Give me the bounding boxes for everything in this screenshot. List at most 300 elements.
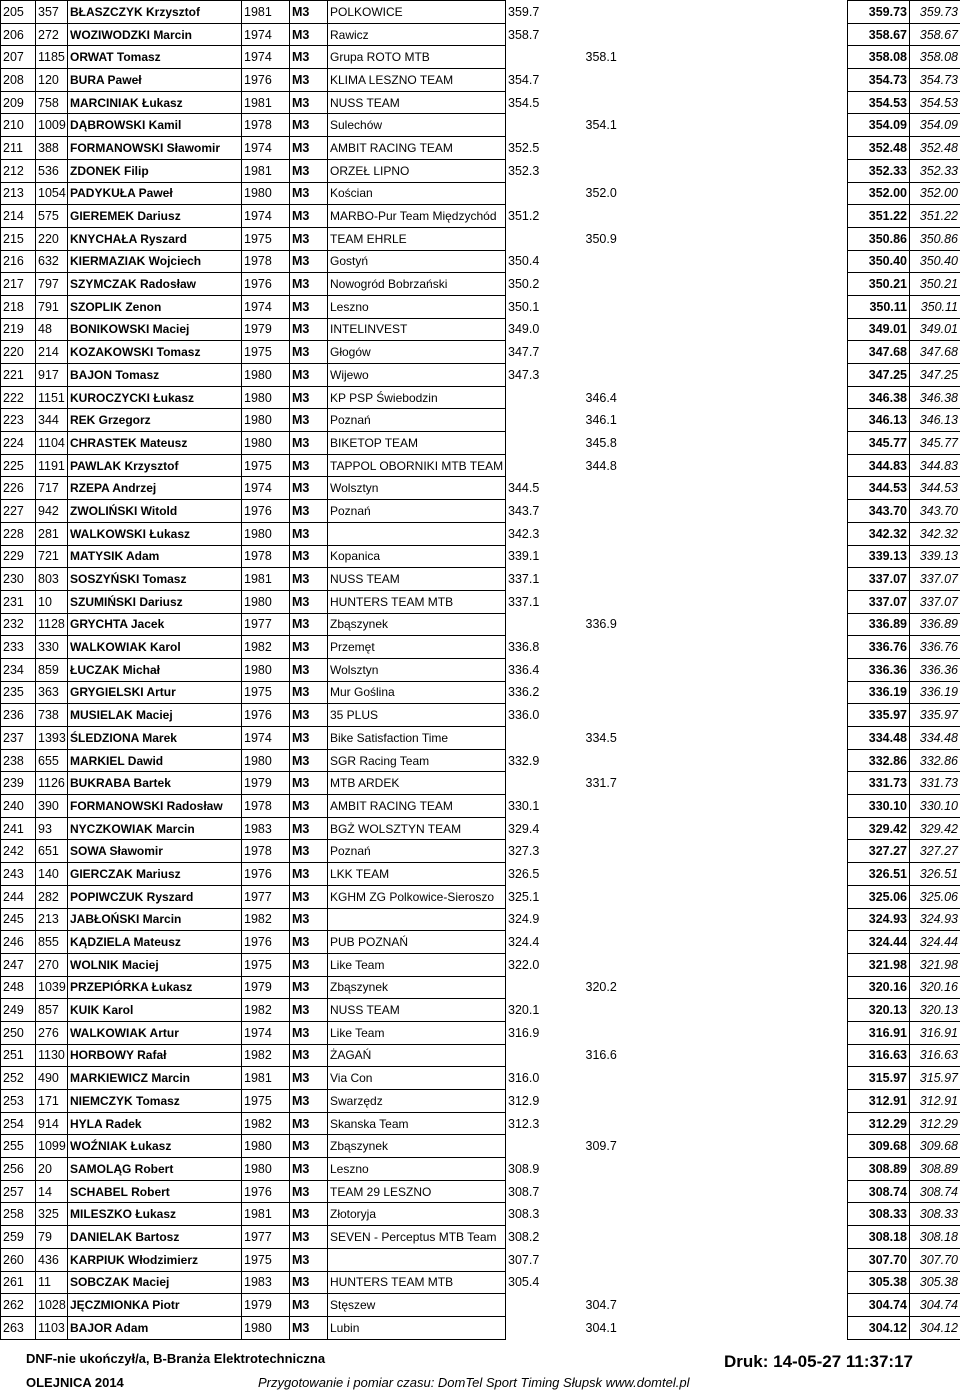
category-cell: [290, 432, 328, 455]
table-row: [1, 205, 960, 228]
team-cell: [328, 1226, 506, 1249]
score-a-value: 320.1: [508, 1003, 540, 1018]
total-value: 324.44: [868, 935, 907, 950]
total-cell: [848, 863, 910, 886]
score-a-cell: [506, 46, 584, 69]
place-cell: [1, 522, 36, 545]
category-value: M3: [292, 4, 310, 19]
score-b-cell: [584, 137, 848, 160]
rider-name-cell: [68, 46, 242, 69]
final-value: 329.42: [919, 821, 958, 836]
bib-cell: [36, 409, 68, 432]
bib-value: 738: [38, 708, 59, 723]
birth-year-value: 1977: [244, 1229, 272, 1244]
team-value: TEAM 29 LESZNO: [330, 1184, 432, 1199]
bib-cell: [36, 500, 68, 523]
category-cell: [290, 840, 328, 863]
final-value: 324.44: [919, 935, 958, 950]
bib-value: 281: [38, 526, 59, 541]
total-cell: [848, 205, 910, 228]
bib-cell: [36, 137, 68, 160]
place-cell: [1, 1135, 36, 1158]
score-a-cell: [506, 1203, 584, 1226]
final-cell: [910, 386, 960, 409]
total-value: 308.89: [868, 1161, 907, 1176]
score-a-cell: [506, 1271, 584, 1294]
bib-cell: [36, 704, 68, 727]
rider-name-value: PAWLAK Krzysztof: [70, 458, 179, 473]
place-value: 245: [3, 912, 24, 927]
rider-name-value: ORWAT Tomasz: [70, 50, 161, 65]
bib-cell: [36, 885, 68, 908]
category-value: M3: [292, 163, 310, 178]
score-b-value: 309.7: [585, 1139, 617, 1154]
rider-name-cell: [68, 908, 242, 931]
bib-value: 758: [38, 95, 59, 110]
birth-year-cell: [242, 704, 290, 727]
score-a-cell: [506, 817, 584, 840]
category-cell: [290, 273, 328, 296]
rider-name-value: BONIKOWSKI Maciej: [70, 322, 190, 337]
rider-name-value: WOZIWODZKI Marcin: [70, 27, 192, 42]
final-value: 343.70: [919, 503, 958, 518]
score-a-value: 329.4: [508, 821, 540, 836]
page-footer: [0, 1345, 960, 1391]
score-a-value: 312.3: [508, 1116, 540, 1131]
score-b-value: 320.2: [585, 980, 617, 995]
team-cell: [328, 931, 506, 954]
bib-value: 651: [38, 844, 59, 859]
score-b-cell: [584, 91, 848, 114]
birth-year-value: 1980: [244, 1161, 272, 1176]
team-value: Mur Goślina: [330, 685, 395, 700]
final-cell: [910, 976, 960, 999]
place-value: 216: [3, 254, 24, 269]
birth-year-cell: [242, 840, 290, 863]
score-b-cell: [584, 69, 848, 92]
final-cell: [910, 46, 960, 69]
final-cell: [910, 1180, 960, 1203]
team-value: LKK TEAM: [330, 866, 390, 881]
rider-name-cell: [68, 137, 242, 160]
bib-value: 171: [38, 1093, 59, 1108]
results-body: [1, 1, 960, 1340]
score-b-cell: [584, 1180, 848, 1203]
birth-year-cell: [242, 409, 290, 432]
team-cell: [328, 409, 506, 432]
rider-name-value: ŁUCZAK Michał: [70, 662, 160, 677]
birth-year-cell: [242, 1090, 290, 1113]
score-a-cell: [506, 114, 584, 137]
score-b-cell: [584, 908, 848, 931]
total-cell: [848, 1044, 910, 1067]
table-row: [1, 545, 960, 568]
category-cell: [290, 522, 328, 545]
category-cell: [290, 500, 328, 523]
team-cell: [328, 137, 506, 160]
team-value: SEVEN - Perceptus MTB Team: [330, 1229, 497, 1244]
category-value: M3: [292, 640, 310, 655]
table-row: [1, 273, 960, 296]
birth-year-cell: [242, 1067, 290, 1090]
rider-name-value: POPIWCZUK Ryszard: [70, 889, 194, 904]
team-value: PUB POZNAŃ: [330, 935, 409, 950]
category-cell: [290, 409, 328, 432]
place-value: 240: [3, 798, 24, 813]
rider-name-value: ŚLEDZIONA Marek: [70, 730, 177, 745]
place-cell: [1, 1112, 36, 1135]
category-cell: [290, 1158, 328, 1181]
category-cell: [290, 613, 328, 636]
rider-name-value: KNYCHAŁA Ryszard: [70, 231, 187, 246]
table-row: [1, 1044, 960, 1067]
final-cell: [910, 1226, 960, 1249]
team-cell: [328, 840, 506, 863]
final-cell: [910, 137, 960, 160]
place-value: 262: [3, 1298, 24, 1313]
final-cell: [910, 432, 960, 455]
score-a-value: 349.0: [508, 322, 540, 337]
category-cell: [290, 1294, 328, 1317]
total-cell: [848, 1158, 910, 1181]
category-cell: [290, 46, 328, 69]
table-row: [1, 23, 960, 46]
rider-name-cell: [68, 772, 242, 795]
total-value: 336.89: [868, 617, 907, 632]
category-value: M3: [292, 821, 310, 836]
score-b-value: 352.0: [585, 186, 617, 201]
place-cell: [1, 590, 36, 613]
category-value: M3: [292, 730, 310, 745]
final-value: 304.12: [919, 1320, 958, 1335]
place-cell: [1, 953, 36, 976]
rider-name-cell: [68, 69, 242, 92]
birth-year-cell: [242, 999, 290, 1022]
table-row: [1, 454, 960, 477]
table-row: [1, 1316, 960, 1339]
birth-year-value: 1978: [244, 254, 272, 269]
final-value: 337.07: [919, 594, 958, 609]
category-value: M3: [292, 140, 310, 155]
rider-name-value: SOWA Sławomir: [70, 844, 163, 859]
team-value: POLKOWICE: [330, 4, 403, 19]
bib-cell: [36, 182, 68, 205]
rider-name-cell: [68, 522, 242, 545]
bib-value: 490: [38, 1071, 59, 1086]
rider-name-cell: [68, 613, 242, 636]
score-a-value: 308.7: [508, 1184, 540, 1199]
score-a-value: 354.7: [508, 72, 540, 87]
team-cell: [328, 386, 506, 409]
final-value: 354.53: [919, 95, 958, 110]
place-value: 257: [3, 1184, 24, 1199]
score-b-value: 344.8: [585, 458, 617, 473]
total-cell: [848, 1135, 910, 1158]
table-row: [1, 863, 960, 886]
team-value: AMBIT RACING TEAM: [330, 140, 453, 155]
rider-name-cell: [68, 1158, 242, 1181]
total-cell: [848, 704, 910, 727]
team-value: TEAM EHRLE: [330, 231, 407, 246]
category-cell: [290, 114, 328, 137]
total-value: 358.08: [868, 50, 907, 65]
place-cell: [1, 545, 36, 568]
bib-value: 214: [38, 345, 59, 360]
bib-value: 14: [38, 1184, 52, 1199]
bib-value: 436: [38, 1252, 59, 1267]
birth-year-cell: [242, 1294, 290, 1317]
birth-year-value: 1980: [244, 367, 272, 382]
table-row: [1, 318, 960, 341]
score-a-cell: [506, 1180, 584, 1203]
final-value: 350.21: [919, 277, 958, 292]
category-value: M3: [292, 935, 310, 950]
category-value: M3: [292, 1184, 310, 1199]
bib-value: 10: [38, 594, 52, 609]
bib-value: 1393: [38, 730, 66, 745]
bib-cell: [36, 590, 68, 613]
final-value: 336.89: [919, 617, 958, 632]
birth-year-cell: [242, 1158, 290, 1181]
birth-year-cell: [242, 205, 290, 228]
score-a-cell: [506, 681, 584, 704]
rider-name-cell: [68, 931, 242, 954]
total-value: 304.74: [868, 1298, 907, 1313]
rider-name-value: REK Grzegorz: [70, 413, 151, 428]
bib-value: 1099: [38, 1139, 66, 1154]
birth-year-cell: [242, 1112, 290, 1135]
place-value: 244: [3, 889, 24, 904]
bib-cell: [36, 273, 68, 296]
final-cell: [910, 545, 960, 568]
final-value: 316.63: [919, 1048, 958, 1063]
bib-value: 1009: [38, 118, 66, 133]
bib-value: 1185: [38, 50, 65, 65]
final-cell: [910, 727, 960, 750]
rider-name-cell: [68, 545, 242, 568]
place-value: 222: [3, 390, 24, 405]
team-cell: [328, 1294, 506, 1317]
final-value: 337.07: [919, 572, 958, 587]
total-cell: [848, 817, 910, 840]
team-cell: [328, 1316, 506, 1339]
category-cell: [290, 454, 328, 477]
place-value: 239: [3, 776, 24, 791]
bib-cell: [36, 817, 68, 840]
final-value: 351.22: [919, 209, 958, 224]
birth-year-value: 1981: [244, 1071, 272, 1086]
team-cell: [328, 568, 506, 591]
score-a-cell: [506, 704, 584, 727]
birth-year-cell: [242, 454, 290, 477]
rider-name-value: PADYKUŁA Paweł: [70, 186, 173, 201]
total-value: 330.10: [868, 798, 907, 813]
score-a-cell: [506, 568, 584, 591]
table-row: [1, 1271, 960, 1294]
score-a-value: 354.5: [508, 95, 540, 110]
total-value: 344.83: [868, 458, 907, 473]
score-a-cell: [506, 386, 584, 409]
team-cell: [328, 681, 506, 704]
rider-name-cell: [68, 1226, 242, 1249]
score-b-cell: [584, 182, 848, 205]
place-value: 218: [3, 299, 24, 314]
score-a-cell: [506, 273, 584, 296]
place-value: 220: [3, 345, 24, 360]
score-a-value: 322.0: [508, 957, 540, 972]
total-value: 325.06: [868, 889, 907, 904]
rider-name-cell: [68, 409, 242, 432]
birth-year-value: 1976: [244, 277, 272, 292]
category-value: M3: [292, 95, 310, 110]
final-value: 330.10: [919, 798, 958, 813]
birth-year-cell: [242, 1203, 290, 1226]
final-cell: [910, 1021, 960, 1044]
rider-name-value: SZOPLIK Zenon: [70, 299, 162, 314]
bib-cell: [36, 454, 68, 477]
total-value: 352.48: [868, 140, 907, 155]
total-value: 345.77: [868, 435, 907, 450]
category-cell: [290, 341, 328, 364]
place-value: 213: [3, 186, 24, 201]
total-cell: [848, 1090, 910, 1113]
total-value: 359.73: [868, 4, 907, 19]
bib-cell: [36, 613, 68, 636]
category-cell: [290, 1021, 328, 1044]
table-row: [1, 522, 960, 545]
bib-cell: [36, 522, 68, 545]
category-value: M3: [292, 753, 310, 768]
category-value: M3: [292, 889, 310, 904]
total-cell: [848, 500, 910, 523]
team-value: KLIMA LESZNO TEAM: [330, 72, 454, 87]
final-value: 312.29: [919, 1116, 958, 1131]
total-cell: [848, 114, 910, 137]
birth-year-value: 1981: [244, 1207, 272, 1222]
final-value: 315.97: [919, 1071, 958, 1086]
birth-year-cell: [242, 500, 290, 523]
score-a-value: 308.3: [508, 1207, 540, 1222]
total-value: 347.68: [868, 345, 907, 360]
place-value: 225: [3, 458, 24, 473]
rider-name-cell: [68, 658, 242, 681]
final-cell: [910, 364, 960, 387]
category-value: M3: [292, 1071, 310, 1086]
birth-year-cell: [242, 46, 290, 69]
final-cell: [910, 795, 960, 818]
team-cell: [328, 1180, 506, 1203]
score-b-cell: [584, 227, 848, 250]
place-cell: [1, 908, 36, 931]
score-a-cell: [506, 658, 584, 681]
category-value: M3: [292, 503, 310, 518]
bib-cell: [36, 1021, 68, 1044]
rider-name-cell: [68, 364, 242, 387]
birth-year-cell: [242, 613, 290, 636]
table-row: [1, 999, 960, 1022]
final-value: 358.08: [919, 50, 958, 65]
bib-value: 1191: [38, 458, 65, 473]
score-a-value: 352.3: [508, 163, 540, 178]
birth-year-cell: [242, 1044, 290, 1067]
total-cell: [848, 953, 910, 976]
team-cell: [328, 364, 506, 387]
total-value: 308.33: [868, 1207, 907, 1222]
final-value: 339.13: [919, 549, 958, 564]
birth-year-cell: [242, 432, 290, 455]
birth-year-value: 1980: [244, 1139, 272, 1154]
table-row: [1, 227, 960, 250]
rider-name-value: BAJON Tomasz: [70, 367, 160, 382]
category-cell: [290, 250, 328, 273]
team-value: Kopanica: [330, 549, 381, 564]
place-cell: [1, 1044, 36, 1067]
place-cell: [1, 727, 36, 750]
table-row: [1, 295, 960, 318]
total-value: 354.53: [868, 95, 907, 110]
rider-name-cell: [68, 182, 242, 205]
score-a-cell: [506, 341, 584, 364]
table-row: [1, 840, 960, 863]
final-cell: [910, 341, 960, 364]
rider-name-value: GRYCHTA Jacek: [70, 617, 165, 632]
final-value: 307.70: [919, 1252, 958, 1267]
bib-cell: [36, 1226, 68, 1249]
category-cell: [290, 863, 328, 886]
total-cell: [848, 681, 910, 704]
bib-value: 575: [38, 209, 59, 224]
final-cell: [910, 318, 960, 341]
total-value: 350.40: [868, 254, 907, 269]
birth-year-value: 1982: [244, 1048, 272, 1063]
birth-year-value: 1980: [244, 435, 272, 450]
team-cell: [328, 953, 506, 976]
rider-name-value: ZWOLIŃSKI Witold: [70, 503, 178, 518]
birth-year-value: 1975: [244, 231, 272, 246]
place-cell: [1, 817, 36, 840]
team-cell: [328, 885, 506, 908]
birth-year-cell: [242, 182, 290, 205]
birth-year-value: 1974: [244, 1025, 272, 1040]
place-value: 230: [3, 572, 24, 587]
birth-year-cell: [242, 1226, 290, 1249]
score-a-cell: [506, 1316, 584, 1339]
total-value: 316.63: [868, 1048, 907, 1063]
place-value: 231: [3, 594, 24, 609]
birth-year-cell: [242, 250, 290, 273]
birth-year-value: 1982: [244, 1116, 272, 1131]
score-a-cell: [506, 772, 584, 795]
rider-name-value: KĄDZIELA Mateusz: [70, 935, 181, 950]
bib-cell: [36, 250, 68, 273]
birth-year-cell: [242, 908, 290, 931]
category-value: M3: [292, 50, 310, 65]
birth-year-value: 1982: [244, 1003, 272, 1018]
team-value: Gostyń: [330, 254, 369, 269]
final-value: 305.38: [919, 1275, 958, 1290]
score-b-cell: [584, 1067, 848, 1090]
category-cell: [290, 364, 328, 387]
place-cell: [1, 227, 36, 250]
table-row: [1, 1021, 960, 1044]
category-value: M3: [292, 72, 310, 87]
score-a-cell: [506, 1090, 584, 1113]
birth-year-value: 1976: [244, 72, 272, 87]
birth-year-cell: [242, 23, 290, 46]
total-cell: [848, 1316, 910, 1339]
score-a-cell: [506, 727, 584, 750]
total-cell: [848, 318, 910, 341]
